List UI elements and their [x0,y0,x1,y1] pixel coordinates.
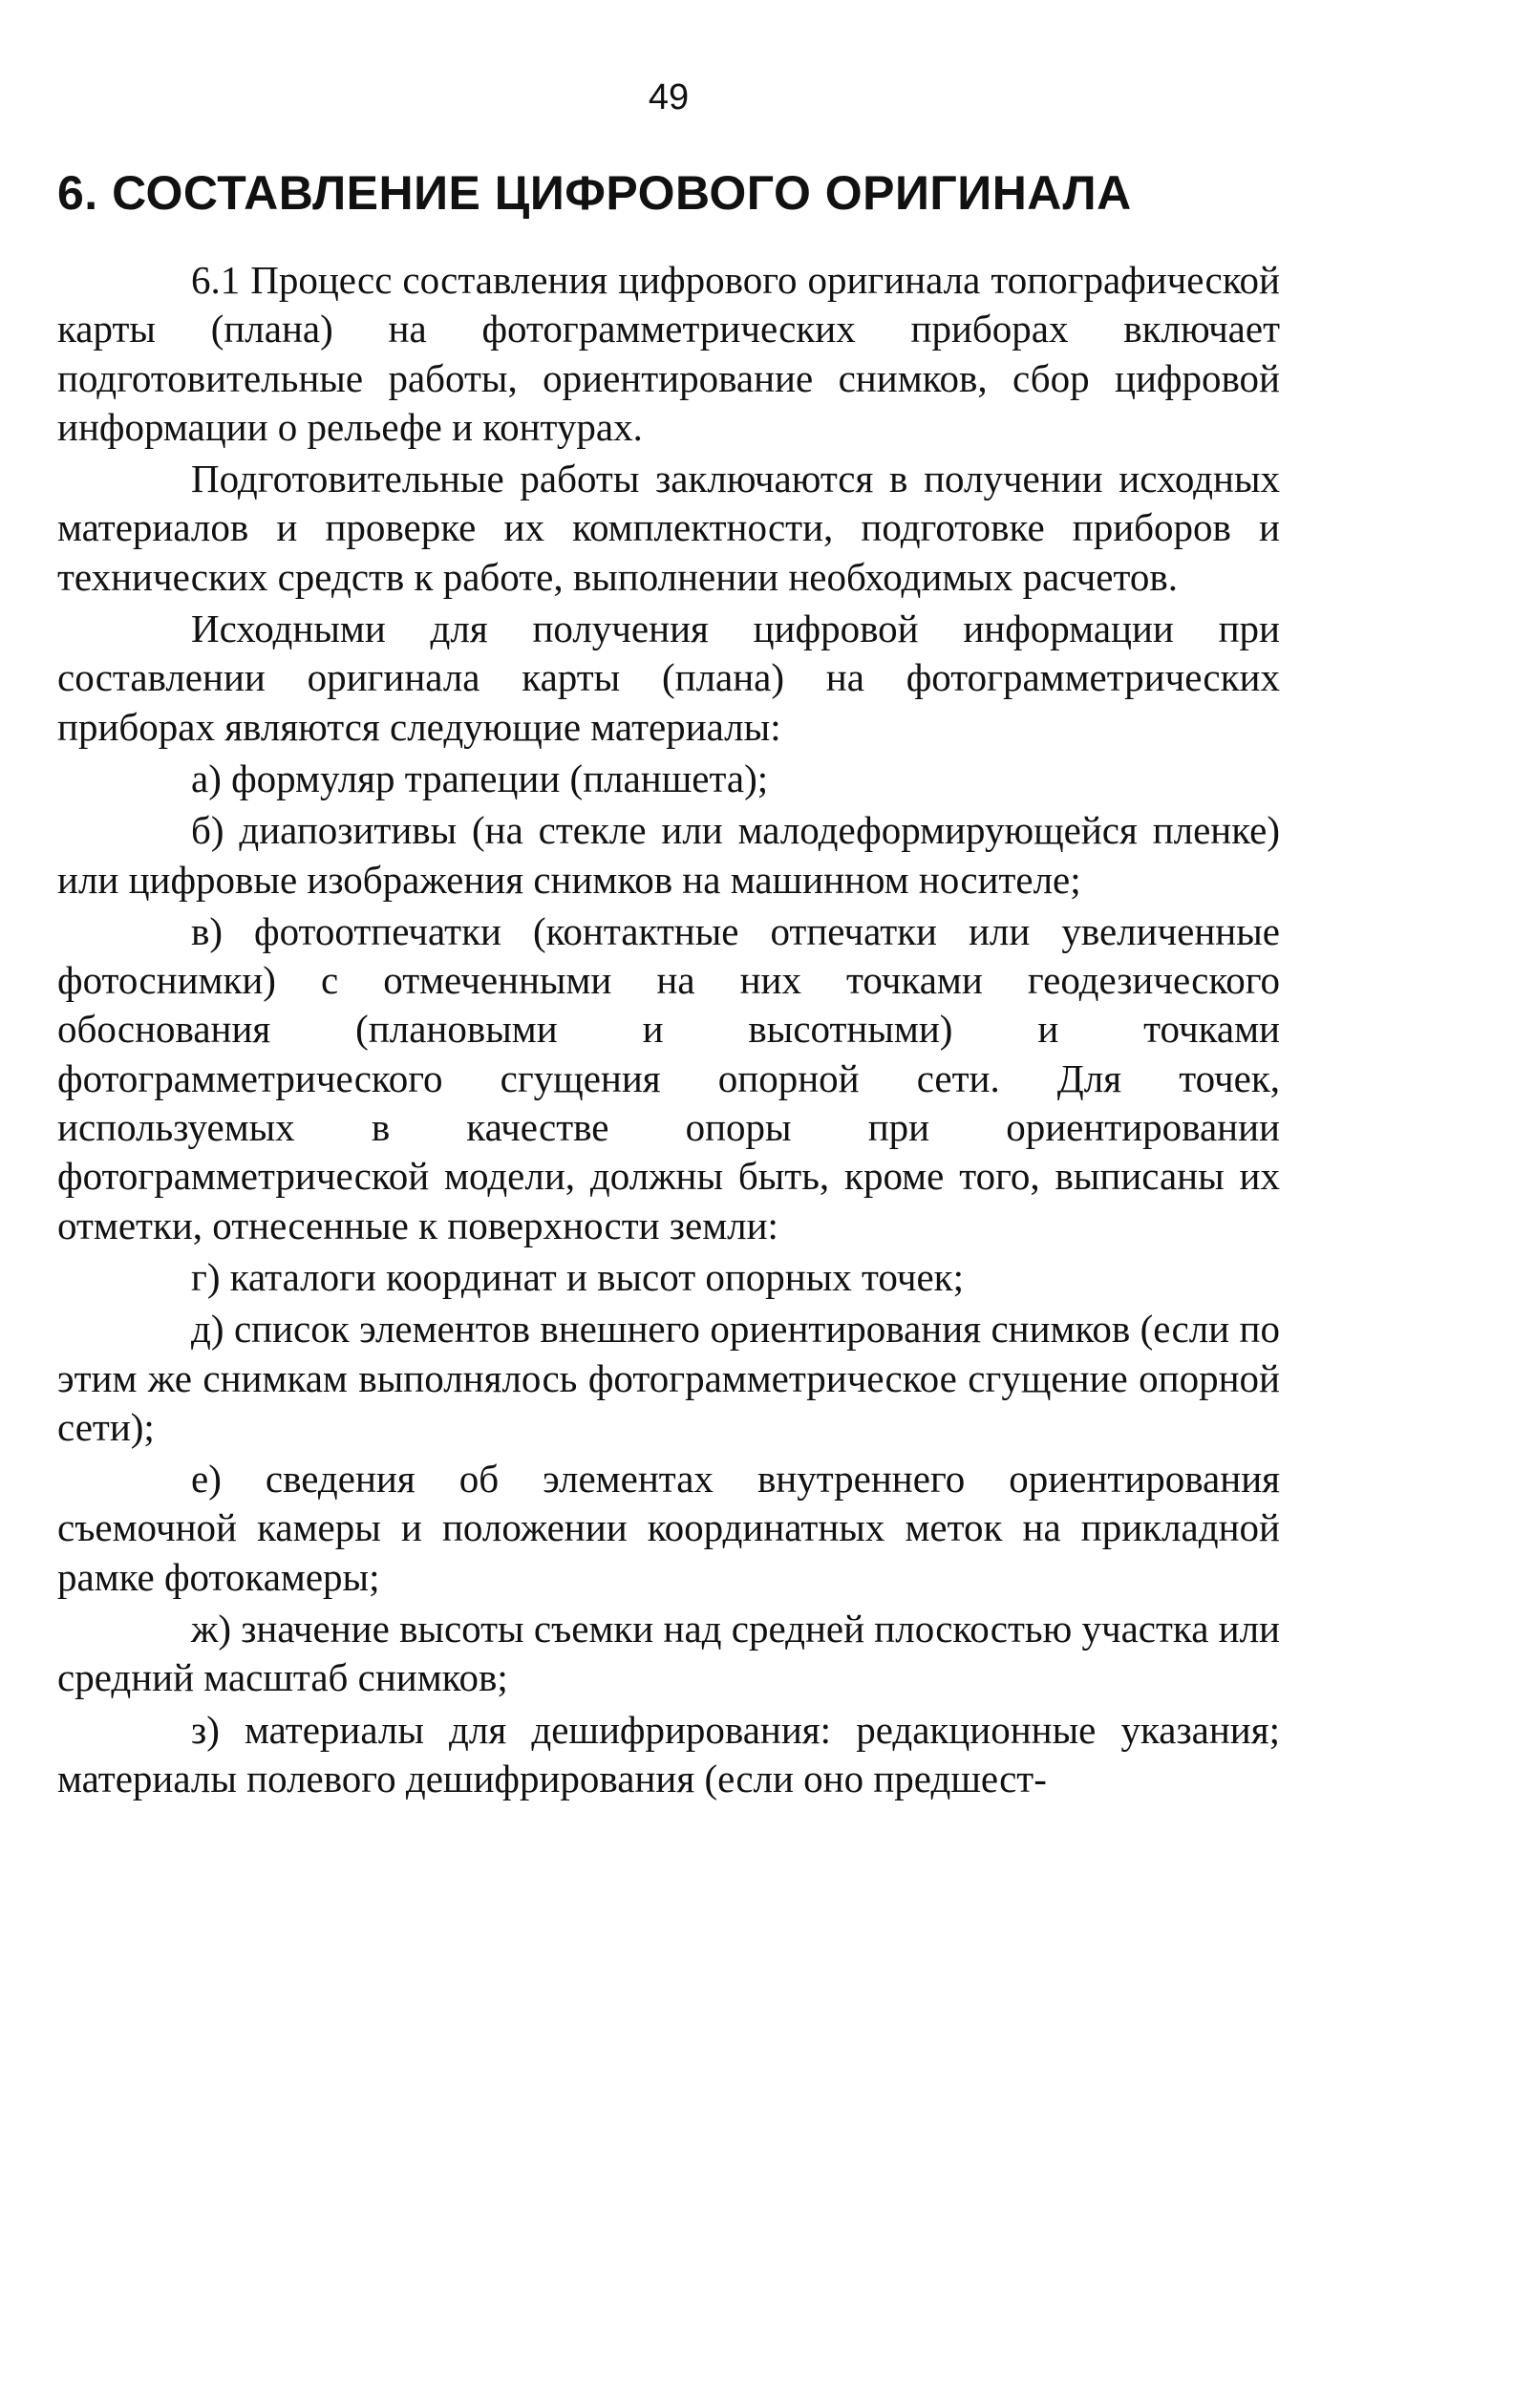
paragraph-6-1: 6.1 Процесс составления цифрового оригинала топографической карты (плана) на фотограмметрических приборах включает подготовительные работы, ориентирование снимков, сбор цифровой информации о рельефе и контурах. [57,258,1280,449]
paragraph-preparatory-work: Подготовительные работы заключаются в получении исходных материалов и проверке их комплектности, подготовке приборов и технических средств к работе, выполнении необходимых расчетов. [57,457,1280,599]
list-item-v: в) фотоотпечатки (контактные отпечатки или увеличенные фотоснимки) с отмеченными на них точками геодезического обоснования (плановыми и высотными) и точками фотограмметрического сгущения опорной сети. Для точек, используемых в качестве опоры при ориентировании фотограмметрической модели, должны быть, кроме того, выписаны их отметки, отнесенные к поверхности земли: [57,908,1280,1247]
list-item-d: д) список элементов внешнего ориентирования снимков (если по этим же снимкам выполнялось фотограмметрическое сгущение опорной сети); [57,1307,1280,1449]
section-heading: 6. СОСТАВЛЕНИЕ ЦИФРОВОГО ОРИГИНАЛА [57,166,1132,220]
list-item-b: б) диапозитивы (на стекле или малодеформирующейся пленке) или цифровые изображения снимков на машинном носителе; [57,808,1280,902]
list-item-z: з) материалы для дешифрирования: редакционные указания; материалы полевого дешифрирования (если оно предшест- [57,1707,1280,1801]
list-item-a: а) формуляр трапеции (планшета); [191,756,769,800]
document-body [57,256,1280,1806]
page-number: 49 [648,77,690,117]
list-item-zh: ж) значение высоты съемки над средней плоскостью участка или средний масштаб снимков; [57,1607,1280,1700]
list-item-e: е) сведения об элементах внутреннего ориентирования съемочной камеры и положении координатных меток на прикладной рамке фотокамеры; [57,1457,1280,1599]
paragraph-source-materials: Исходными для получения цифровой информации при составлении оригинала карты (плана) на фотограмметрических приборах являются следующие материалы: [57,607,1280,749]
list-item-g: г) каталоги координат и высот опорных точек; [191,1254,964,1299]
